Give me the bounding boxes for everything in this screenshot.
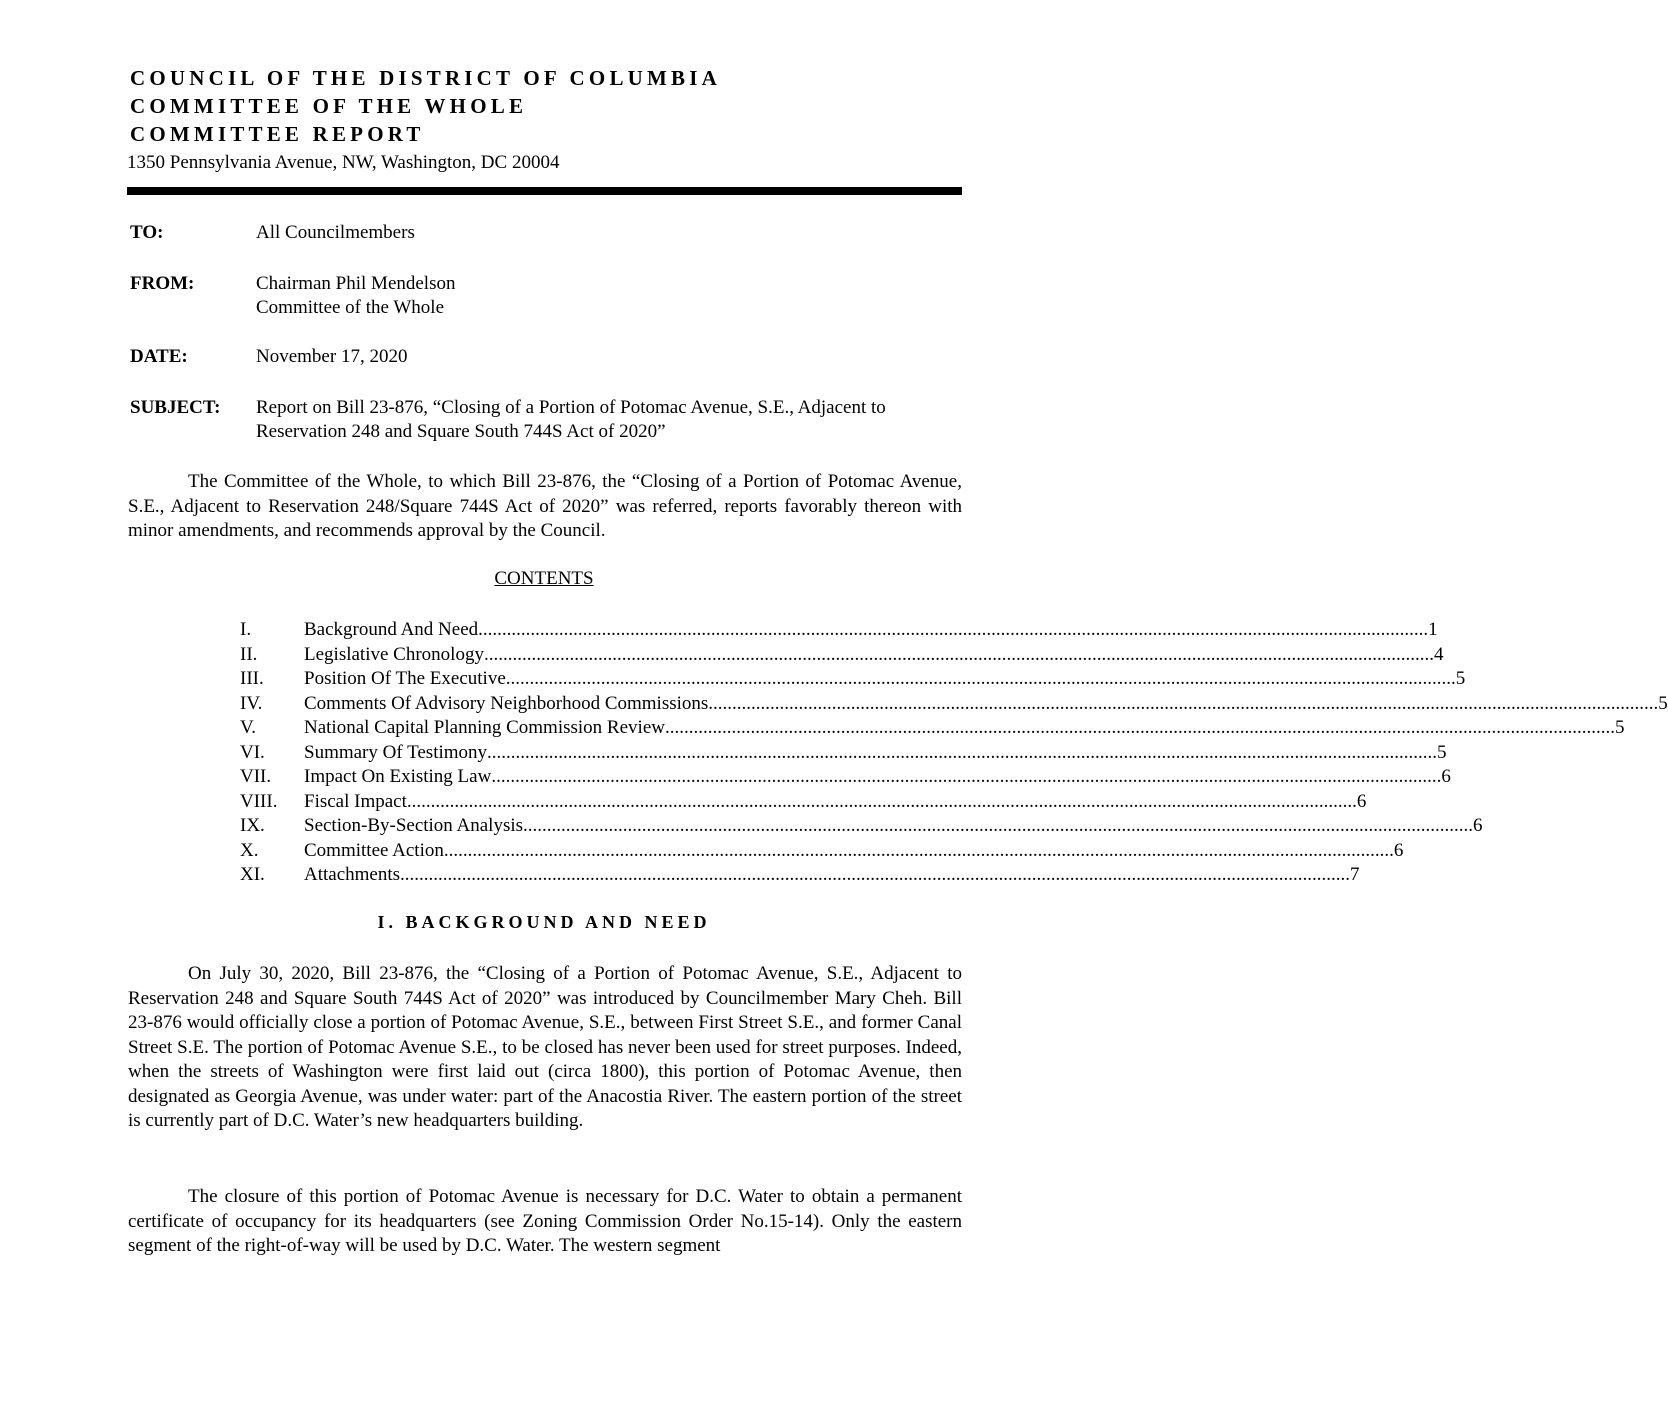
toc-page-number: 5 xyxy=(1455,668,1466,689)
toc-title: Impact On Existing Law xyxy=(304,766,492,787)
toc-page-number: 7 xyxy=(1350,864,1360,885)
subject-label: SUBJECT: xyxy=(130,397,221,418)
toc-page-number: 6 xyxy=(1356,790,1367,812)
background-paragraph-2: The closure of this portion of Potomac Avenue is necessary for D.C. Water to obtain a permanent certificate of occupancy for its headquarters (see Zoning Commission Order No.15-14). Only the eastern segment of the right-of-way will be used by D.C. Water. The western segment xyxy=(128,1186,962,1256)
header-divider xyxy=(127,187,962,195)
toc-dot-leader: ........................................................................................................................................................................................................ xyxy=(491,766,1442,787)
toc-title: Committee Action xyxy=(304,839,444,861)
toc-dot-leader: ........................................................................................................................................................................................................ xyxy=(400,864,1351,885)
toc-number: VI. xyxy=(240,741,265,763)
section-heading-background: I. BACKGROUND AND NEED xyxy=(377,912,711,932)
toc-number: V. xyxy=(240,717,257,738)
toc-row xyxy=(240,839,1404,864)
toc-dot-leader: ........................................................................................................................................................................................................ xyxy=(487,741,1438,763)
toc-row xyxy=(240,790,1367,815)
subject-value-line-1: Report on Bill 23-876, “Closing of a Portion of Potomac Avenue, S.E., Adjacent to xyxy=(256,397,886,418)
toc-dot-leader: ........................................................................................................................................................................................................ xyxy=(478,619,1429,640)
toc-dot-leader: ........................................................................................................................................................................................................ xyxy=(664,717,1615,738)
background-paragraph-1: On July 30, 2020, Bill 23-876, the “Closing of a Portion of Potomac Avenue, S.E., Adjacent to Reservation 248 and Square South 744S Act of 2020” was introduced by Councilmember Mary Cheh. Bill 23-876 would officially close a portion of Potomac Avenue, S.E., between First Street S.E., and former Canal Street S.E. The portion of Potomac Avenue S.E., to be closed has never been used for street purposes. Indeed, when the streets of Washington were first laid out (circa 1800), this portion of Potomac Avenue, then designated as Georgia Avenue, was under water: part of the Anacostia River. The eastern portion of the street is currently part of D.C. Water’s new headquarters building. xyxy=(128,963,962,1131)
toc-row xyxy=(240,863,1360,888)
toc-dot-leader: ........................................................................................................................................................................................................ xyxy=(483,643,1434,665)
toc-dot-leader: ........................................................................................................................................................................................................ xyxy=(505,668,1456,689)
council-name-heading: COUNCIL OF THE DISTRICT OF COLUMBIA xyxy=(130,66,721,90)
toc-row xyxy=(240,716,1625,741)
intro-paragraph: The Committee of the Whole, to which Bill 23-876, the “Closing of a Portion of Potomac Avenue, S.E., Adjacent to Reservation 248/Square 744S Act of 2020” was referred, reports favorably thereon with minor amendments, and recommends approval by the Council. xyxy=(128,471,962,541)
toc-dot-leader: ........................................................................................................................................................................................................ xyxy=(708,692,1659,714)
contents-heading-text: CONTENTS xyxy=(494,568,594,589)
table-of-contents xyxy=(240,618,1668,888)
toc-title: Attachments xyxy=(304,864,401,885)
toc-number: III. xyxy=(240,668,264,689)
toc-title: Comments Of Advisory Neighborhood Commissions xyxy=(304,692,709,714)
toc-number: VII. xyxy=(240,766,272,787)
toc-page-number: 5 xyxy=(1437,741,1447,763)
toc-page-number: 5 xyxy=(1658,692,1668,714)
toc-number: II. xyxy=(240,643,258,665)
toc-title: Fiscal Impact xyxy=(304,790,407,812)
date-value: November 17, 2020 xyxy=(256,346,408,367)
toc-number: XI. xyxy=(240,864,265,885)
toc-row xyxy=(240,618,1438,643)
from-value-line-1: Chairman Phil Mendelson xyxy=(256,273,456,294)
council-address: 1350 Pennsylvania Avenue, NW, Washington, DC 20004 xyxy=(127,152,560,173)
toc-dot-leader: ........................................................................................................................................................................................................ xyxy=(523,815,1474,836)
toc-page-number: 1 xyxy=(1428,619,1438,640)
contents-heading xyxy=(0,568,1088,590)
toc-title: Legislative Chronology xyxy=(304,643,484,665)
toc-row xyxy=(240,692,1668,717)
report-type-heading: COMMITTEE REPORT xyxy=(130,122,425,146)
toc-row xyxy=(240,814,1483,839)
toc-number: I. xyxy=(240,619,252,640)
toc-row xyxy=(240,741,1447,766)
toc-number: VIII. xyxy=(240,790,278,812)
committee-name-heading: COMMITTEE OF THE WHOLE xyxy=(130,94,528,118)
toc-dot-leader: ........................................................................................................................................................................................................ xyxy=(443,839,1394,861)
toc-page-number: 6 xyxy=(1473,815,1483,836)
to-label: TO: xyxy=(130,222,164,243)
toc-title: Summary Of Testimony xyxy=(304,741,488,763)
toc-number: IX. xyxy=(240,815,265,836)
date-label: DATE: xyxy=(130,346,188,367)
from-label: FROM: xyxy=(130,273,195,294)
from-value-line-2: Committee of the Whole xyxy=(256,297,445,318)
toc-number: IV. xyxy=(240,692,263,714)
to-value: All Councilmembers xyxy=(256,222,415,243)
toc-number: X. xyxy=(240,839,259,861)
toc-title: Section-By-Section Analysis xyxy=(304,815,524,836)
toc-page-number: 6 xyxy=(1441,766,1451,787)
subject-value-line-2: Reservation 248 and Square South 744S Act of 2020” xyxy=(256,421,666,442)
toc-row xyxy=(240,643,1444,668)
toc-title: National Capital Planning Commission Review xyxy=(304,717,665,738)
toc-title: Position Of The Executive xyxy=(304,668,506,689)
toc-page-number: 4 xyxy=(1433,643,1444,665)
toc-row xyxy=(240,667,1466,692)
toc-page-number: 5 xyxy=(1614,717,1625,738)
toc-row xyxy=(240,765,1451,790)
toc-title: Background And Need xyxy=(304,619,479,640)
toc-dot-leader: ........................................................................................................................................................................................................ xyxy=(406,790,1357,812)
toc-page-number: 6 xyxy=(1393,839,1404,861)
